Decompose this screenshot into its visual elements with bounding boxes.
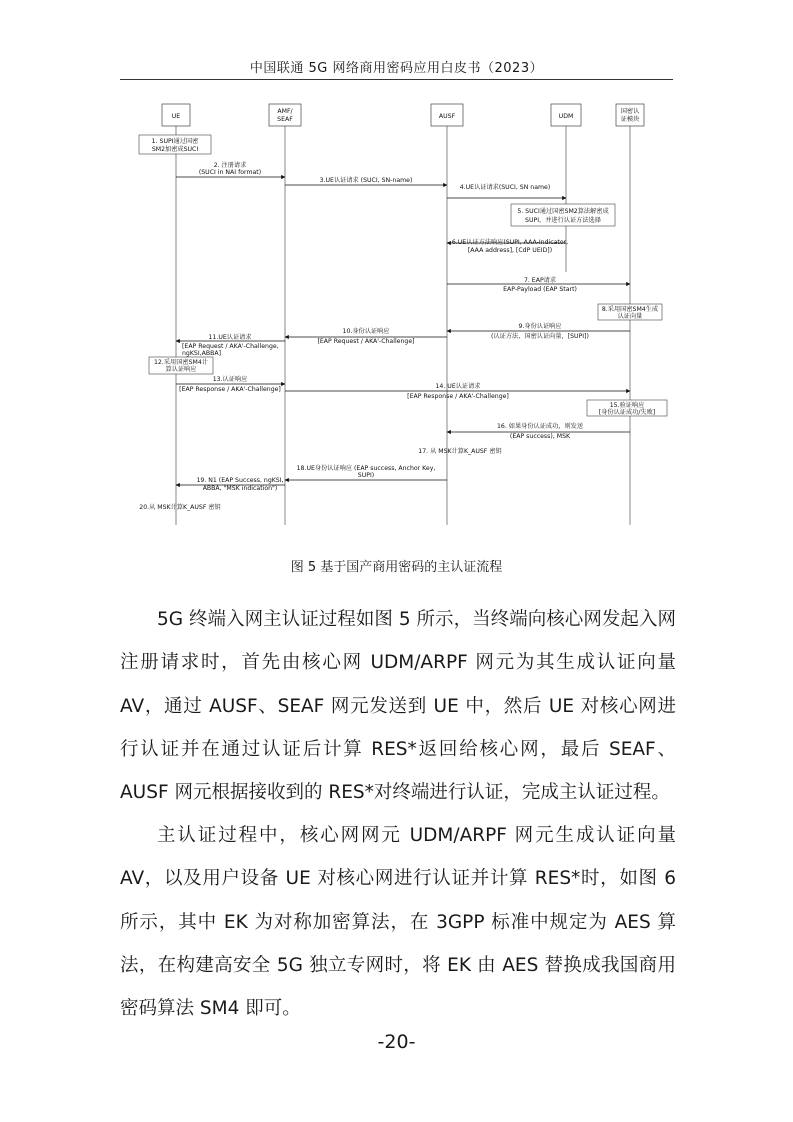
step-8 [598, 304, 662, 320]
svg-text:[身份认证成功/失败]: [身份认证成功/失败] [598, 409, 656, 416]
figure-caption: 图 5 基于国产商用密码的主认证流程 [290, 560, 503, 575]
svg-text:证模块: 证模块 [620, 116, 640, 123]
step-13 [176, 375, 285, 393]
svg-text:18.UE身份认证响应 (EAP success, Anch: 18.UE身份认证响应 (EAP success, Anchor Key, [296, 465, 436, 472]
svg-text:17. 从 MSK计算K_AUSF 密钥: 17. 从 MSK计算K_AUSF 密钥 [418, 448, 502, 455]
svg-text:14. UE认证请求: 14. UE认证请求 [435, 383, 481, 390]
participant-ue-label: UE [171, 113, 181, 120]
svg-text:认证向量: 认证向量 [617, 313, 643, 320]
participant-ausf-label: AUSF [438, 113, 456, 120]
svg-text:[EAP Request / AKA'-Challenge,: [EAP Request / AKA'-Challenge, [182, 343, 279, 350]
step-15 [587, 400, 667, 416]
svg-text:(EAP success), MSK: (EAP success), MSK [509, 433, 571, 440]
svg-text:国密认: 国密认 [620, 108, 640, 115]
svg-text:13.认证响应: 13.认证响应 [212, 376, 248, 383]
step-14 [285, 382, 630, 400]
svg-text:SUPI): SUPI) [357, 472, 375, 479]
svg-text:5. SUCI通过国密SM2算法解密成: 5. SUCI通过国密SM2算法解密成 [517, 208, 609, 215]
svg-text:12.采用国密SM4计: 12.采用国密SM4计 [154, 359, 208, 366]
step-6 [447, 238, 568, 254]
participant-udm [551, 104, 581, 126]
svg-text:2. 注册请求: 2. 注册请求 [213, 162, 247, 169]
paragraph-2: 主认证过程中，核心网网元 UDM/ARPF 网元生成认证向量 AV，以及用户设备 UE 对核心网进行认证并计算 RES*时，如图 6 所示，其中 EK 为对称加密算法，在 3GPP 标准中规定为 AES 算法，在构建高安全 5G 独立专网时，将 EK 由 AES 替换成我国商用密码算法 SM4 即可。 [120, 825, 676, 1020]
svg-text:[EAP Response / AKA'-Challenge: [EAP Response / AKA'-Challenge] [407, 393, 509, 400]
step-7 [447, 276, 630, 293]
sequence-diagram [0, 0, 793, 540]
step-4 [447, 183, 566, 198]
step-2 [176, 161, 285, 177]
svg-text:11.UE认证请求: 11.UE认证请求 [208, 334, 252, 341]
page-number: -20- [377, 1031, 416, 1053]
participant-udm-label: UDM [558, 113, 574, 120]
svg-text:3.UE认证请求 (SUCI, SN-name): 3.UE认证请求 (SUCI, SN-name) [319, 177, 413, 184]
step-19 [176, 477, 285, 492]
participant-amf-seaf [269, 104, 301, 126]
svg-text:4.UE认证请求(SUCI, SN name): 4.UE认证请求(SUCI, SN name) [459, 184, 551, 191]
svg-text:10.身份认证响应: 10.身份认证响应 [342, 328, 390, 335]
step-5 [511, 204, 615, 226]
svg-text:(SUCI in NAI format): (SUCI in NAI format) [198, 169, 262, 176]
running-header: 中国联通 5G 网络商用密码应用白皮书（2023） [249, 61, 544, 76]
step-12 [149, 357, 213, 374]
paragraph-1: 5G 终端入网主认证过程如图 5 所示，当终端向核心网发起入网注册请求时，首先由核心网 UDM/ARPF 网元为其生成认证向量 AV，通过 AUSF、SEAF 网元发送到 UE 中，然后 UE 对核心网进行认证并在通过认证后计算 RES*返回给核心网，最后 SEAF、AUSF 网元根据接收到的 RES*对终端进行认证，完成主认证过程。 [120, 609, 676, 804]
svg-text:16. 如果身份认证成功，则发送: 16. 如果身份认证成功，则发送 [496, 423, 584, 430]
svg-text:ngKSI,ABBA]: ngKSI,ABBA] [182, 350, 221, 357]
svg-text:[AAA address], [CdP UEID]): [AAA address], [CdP UEID]) [467, 247, 553, 254]
svg-text:(认证方法，国密认证向量，[SUPI]): (认证方法，国密认证向量，[SUPI]) [491, 333, 589, 340]
step-11 [176, 333, 285, 357]
svg-text:SEAF: SEAF [277, 116, 293, 123]
svg-text:7. EAP请求: 7. EAP请求 [523, 277, 557, 284]
svg-text:15.验证响应: 15.验证响应 [609, 402, 645, 409]
svg-text:AMF/: AMF/ [277, 108, 293, 115]
step-16 [447, 422, 630, 440]
step-10 [285, 327, 447, 345]
svg-text:ABBA, "MSK indication"): ABBA, "MSK indication") [202, 485, 278, 492]
svg-text:19. N1 (EAP Success, ngKSI,: 19. N1 (EAP Success, ngKSI, [196, 477, 284, 484]
svg-text:[EAP Request / AKA'-Challenge]: [EAP Request / AKA'-Challenge] [317, 338, 415, 345]
step-3 [285, 176, 447, 185]
participant-crypto-module [616, 104, 644, 126]
step-9 [447, 322, 630, 340]
step-18 [285, 464, 447, 480]
svg-text:SM2加密成SUCI: SM2加密成SUCI [151, 146, 199, 153]
svg-text:8.采用国密SM4生成: 8.采用国密SM4生成 [601, 306, 659, 313]
svg-text:EAP-Payload (EAP Start): EAP-Payload (EAP Start) [503, 286, 577, 293]
svg-text:SUPI，并进行认证方法选择: SUPI，并进行认证方法选择 [525, 217, 601, 224]
svg-text:9.身份认证响应: 9.身份认证响应 [518, 323, 562, 330]
svg-text:算认证响应: 算认证响应 [165, 366, 197, 373]
svg-text:6.UE认证方法响应(SUPI, AAA-Indicator: 6.UE认证方法响应(SUPI, AAA-Indicator, [451, 239, 569, 246]
step-17 [418, 447, 501, 455]
svg-text:20.从 MSK计算K_AUSF 密钥: 20.从 MSK计算K_AUSF 密钥 [139, 504, 221, 511]
participant-ausf [431, 104, 463, 126]
step-1 [139, 135, 211, 154]
svg-text:1. SUPI通过国密: 1. SUPI通过国密 [151, 138, 199, 145]
svg-text:[EAP Response / AKA'-Challenge: [EAP Response / AKA'-Challenge] [179, 386, 281, 393]
participant-ue [162, 104, 190, 126]
step-20 [139, 503, 220, 511]
